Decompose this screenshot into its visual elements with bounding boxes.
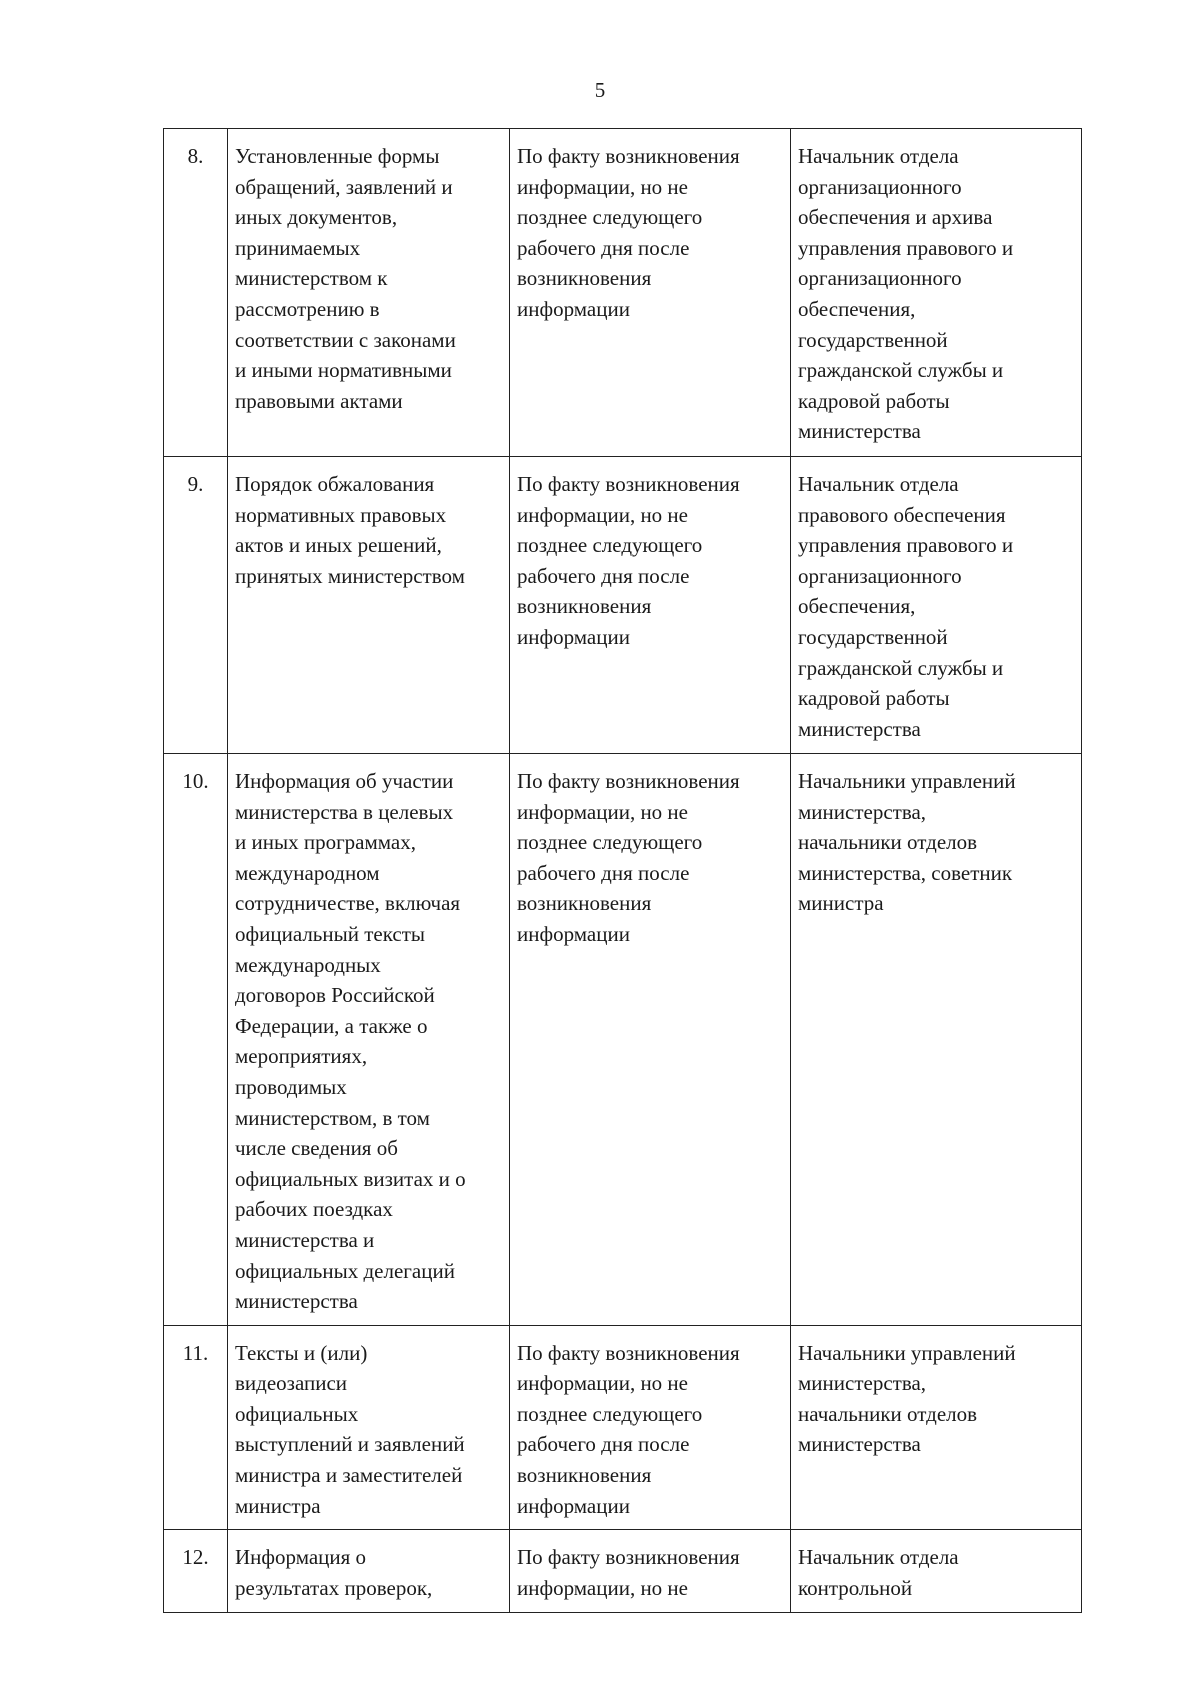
- term-cell: [510, 129, 791, 457]
- info-line: иных документов,: [235, 205, 398, 230]
- term-line: информации: [517, 296, 630, 321]
- term-line: возникновения: [517, 266, 652, 291]
- responsible-line: министерства: [798, 419, 921, 444]
- info-line: рабочих поездках: [235, 1197, 393, 1222]
- info-line: международном: [235, 860, 380, 885]
- info-line: соответствии с законами: [235, 327, 456, 352]
- info-line: Информация об участии: [235, 769, 454, 793]
- info-line: результатах проверок,: [235, 1575, 433, 1600]
- info-line: официальных делегаций: [235, 1258, 455, 1283]
- term-line: рабочего дня после: [517, 860, 690, 885]
- info-cell: [228, 457, 510, 754]
- info-line: принятых министерством: [235, 563, 465, 588]
- term-cell: [510, 457, 791, 754]
- term-line: информации: [517, 921, 630, 946]
- table-row: [164, 129, 1082, 457]
- responsible-line: министерства: [798, 1432, 921, 1457]
- term-cell: [510, 1530, 791, 1613]
- term-line: позднее следующего: [517, 533, 703, 558]
- responsible-line: обеспечения и архива: [798, 205, 993, 230]
- term-line: возникновения: [517, 891, 652, 916]
- term-line: информации, но не: [517, 502, 688, 527]
- term-line: рабочего дня после: [517, 235, 690, 260]
- responsible-cell: [791, 1530, 1082, 1613]
- term-line: позднее следующего: [517, 830, 703, 855]
- term-line: По факту возникновения: [517, 1545, 740, 1570]
- responsible-cell: [791, 1325, 1082, 1530]
- term-line: информации: [517, 624, 630, 649]
- info-line: международных: [235, 952, 381, 977]
- responsible-line: организационного: [798, 174, 962, 199]
- info-cell: [228, 1530, 510, 1613]
- responsible-line: правового обеспечения: [798, 502, 1006, 527]
- term-line: По факту возникновения: [517, 144, 740, 168]
- table-row: [164, 1325, 1082, 1530]
- term-line: рабочего дня после: [517, 563, 690, 588]
- row-number: 12.: [164, 1530, 228, 1613]
- info-line: видеозаписи: [235, 1371, 348, 1396]
- responsible-line: кадровой работы: [798, 686, 950, 711]
- info-line: сотрудничестве, включая: [235, 891, 461, 916]
- responsible-line: обеспечения,: [798, 594, 916, 619]
- responsible-line: государственной: [798, 327, 948, 352]
- responsible-line: министерства,: [798, 1371, 927, 1396]
- info-line: Установленные формы: [235, 144, 440, 168]
- info-line: министра и заместителей: [235, 1463, 463, 1488]
- info-line: министерства и: [235, 1227, 375, 1252]
- term-line: информации: [517, 1493, 630, 1518]
- info-line: числе сведения об: [235, 1136, 398, 1161]
- term-line: возникновения: [517, 594, 652, 619]
- term-line: информации, но не: [517, 174, 688, 199]
- term-line: По факту возникновения: [517, 1340, 740, 1365]
- responsible-line: обеспечения,: [798, 296, 916, 321]
- info-line: министерства: [235, 1289, 358, 1314]
- info-line: принимаемых: [235, 235, 361, 260]
- row-number: 8.: [164, 129, 228, 457]
- responsible-line: Начальник отдела: [798, 1545, 959, 1570]
- term-line: возникновения: [517, 1463, 652, 1488]
- term-cell: [510, 1325, 791, 1530]
- term-line: рабочего дня после: [517, 1432, 690, 1457]
- term-line: информации, но не: [517, 799, 688, 824]
- info-line: министерством к: [235, 266, 388, 291]
- responsible-line: управления правового и: [798, 235, 1014, 260]
- responsible-line: организационного: [798, 266, 962, 291]
- info-line: рассмотрению в: [235, 296, 380, 321]
- responsible-line: организационного: [798, 563, 962, 588]
- info-line: Федерации, а также о: [235, 1013, 428, 1038]
- info-line: и иных программах,: [235, 830, 417, 855]
- term-line: информации, но не: [517, 1371, 688, 1396]
- info-line: официальных: [235, 1401, 359, 1426]
- responsible-line: министерства, советник: [798, 860, 1013, 885]
- responsible-line: гражданской службы и: [798, 655, 1004, 680]
- responsible-cell: [791, 754, 1082, 1326]
- table-row: [164, 754, 1082, 1326]
- term-line: По факту возникновения: [517, 769, 740, 793]
- info-cell: [228, 1325, 510, 1530]
- document-table: [163, 128, 1082, 1613]
- term-cell: [510, 754, 791, 1326]
- info-line: Порядок обжалования: [235, 472, 435, 496]
- responsible-line: кадровой работы: [798, 388, 950, 413]
- info-line: и иными нормативными: [235, 358, 452, 383]
- info-cell: [228, 129, 510, 457]
- term-line: По факту возникновения: [517, 472, 740, 496]
- responsible-line: государственной: [798, 624, 948, 649]
- responsible-line: начальники отделов: [798, 830, 978, 855]
- responsible-line: министерства,: [798, 799, 927, 824]
- info-line: министерства в целевых: [235, 799, 454, 824]
- responsible-line: управления правового и: [798, 533, 1014, 558]
- info-line: официальный тексты: [235, 921, 426, 946]
- responsible-line: Начальники управлений: [798, 1340, 1016, 1365]
- responsible-line: начальники отделов: [798, 1401, 978, 1426]
- responsible-line: министерства: [798, 716, 921, 741]
- info-line: Информация о: [235, 1545, 367, 1570]
- info-line: договоров Российской: [235, 983, 435, 1008]
- responsible-line: Начальник отдела: [798, 472, 959, 496]
- term-line: информации, но не: [517, 1575, 688, 1600]
- info-line: мероприятиях,: [235, 1044, 368, 1069]
- info-line: официальных визитах и о: [235, 1166, 466, 1191]
- info-line: выступлений и заявлений: [235, 1432, 465, 1457]
- responsible-line: Начальники управлений: [798, 769, 1016, 793]
- table-row: [164, 1530, 1082, 1613]
- info-cell: [228, 754, 510, 1326]
- page-number: 5: [594, 78, 606, 102]
- responsible-line: министра: [798, 891, 884, 916]
- responsible-cell: [791, 457, 1082, 754]
- info-line: Тексты и (или): [235, 1340, 368, 1365]
- term-line: позднее следующего: [517, 1401, 703, 1426]
- row-number: 9.: [164, 457, 228, 754]
- info-line: проводимых: [235, 1074, 347, 1099]
- info-line: актов и иных решений,: [235, 533, 442, 558]
- info-line: министра: [235, 1493, 321, 1518]
- info-line: правовыми актами: [235, 388, 403, 413]
- row-number: 10.: [164, 754, 228, 1326]
- responsible-line: Начальник отдела: [798, 144, 959, 168]
- term-line: позднее следующего: [517, 205, 703, 230]
- responsible-line: гражданской службы и: [798, 358, 1004, 383]
- info-line: нормативных правовых: [235, 502, 447, 527]
- row-number: 11.: [164, 1325, 228, 1530]
- info-line: обращений, заявлений и: [235, 174, 453, 199]
- info-line: министерством, в том: [235, 1105, 430, 1130]
- responsible-cell: [791, 129, 1082, 457]
- responsible-line: контрольной: [798, 1575, 913, 1600]
- table-row: [164, 457, 1082, 754]
